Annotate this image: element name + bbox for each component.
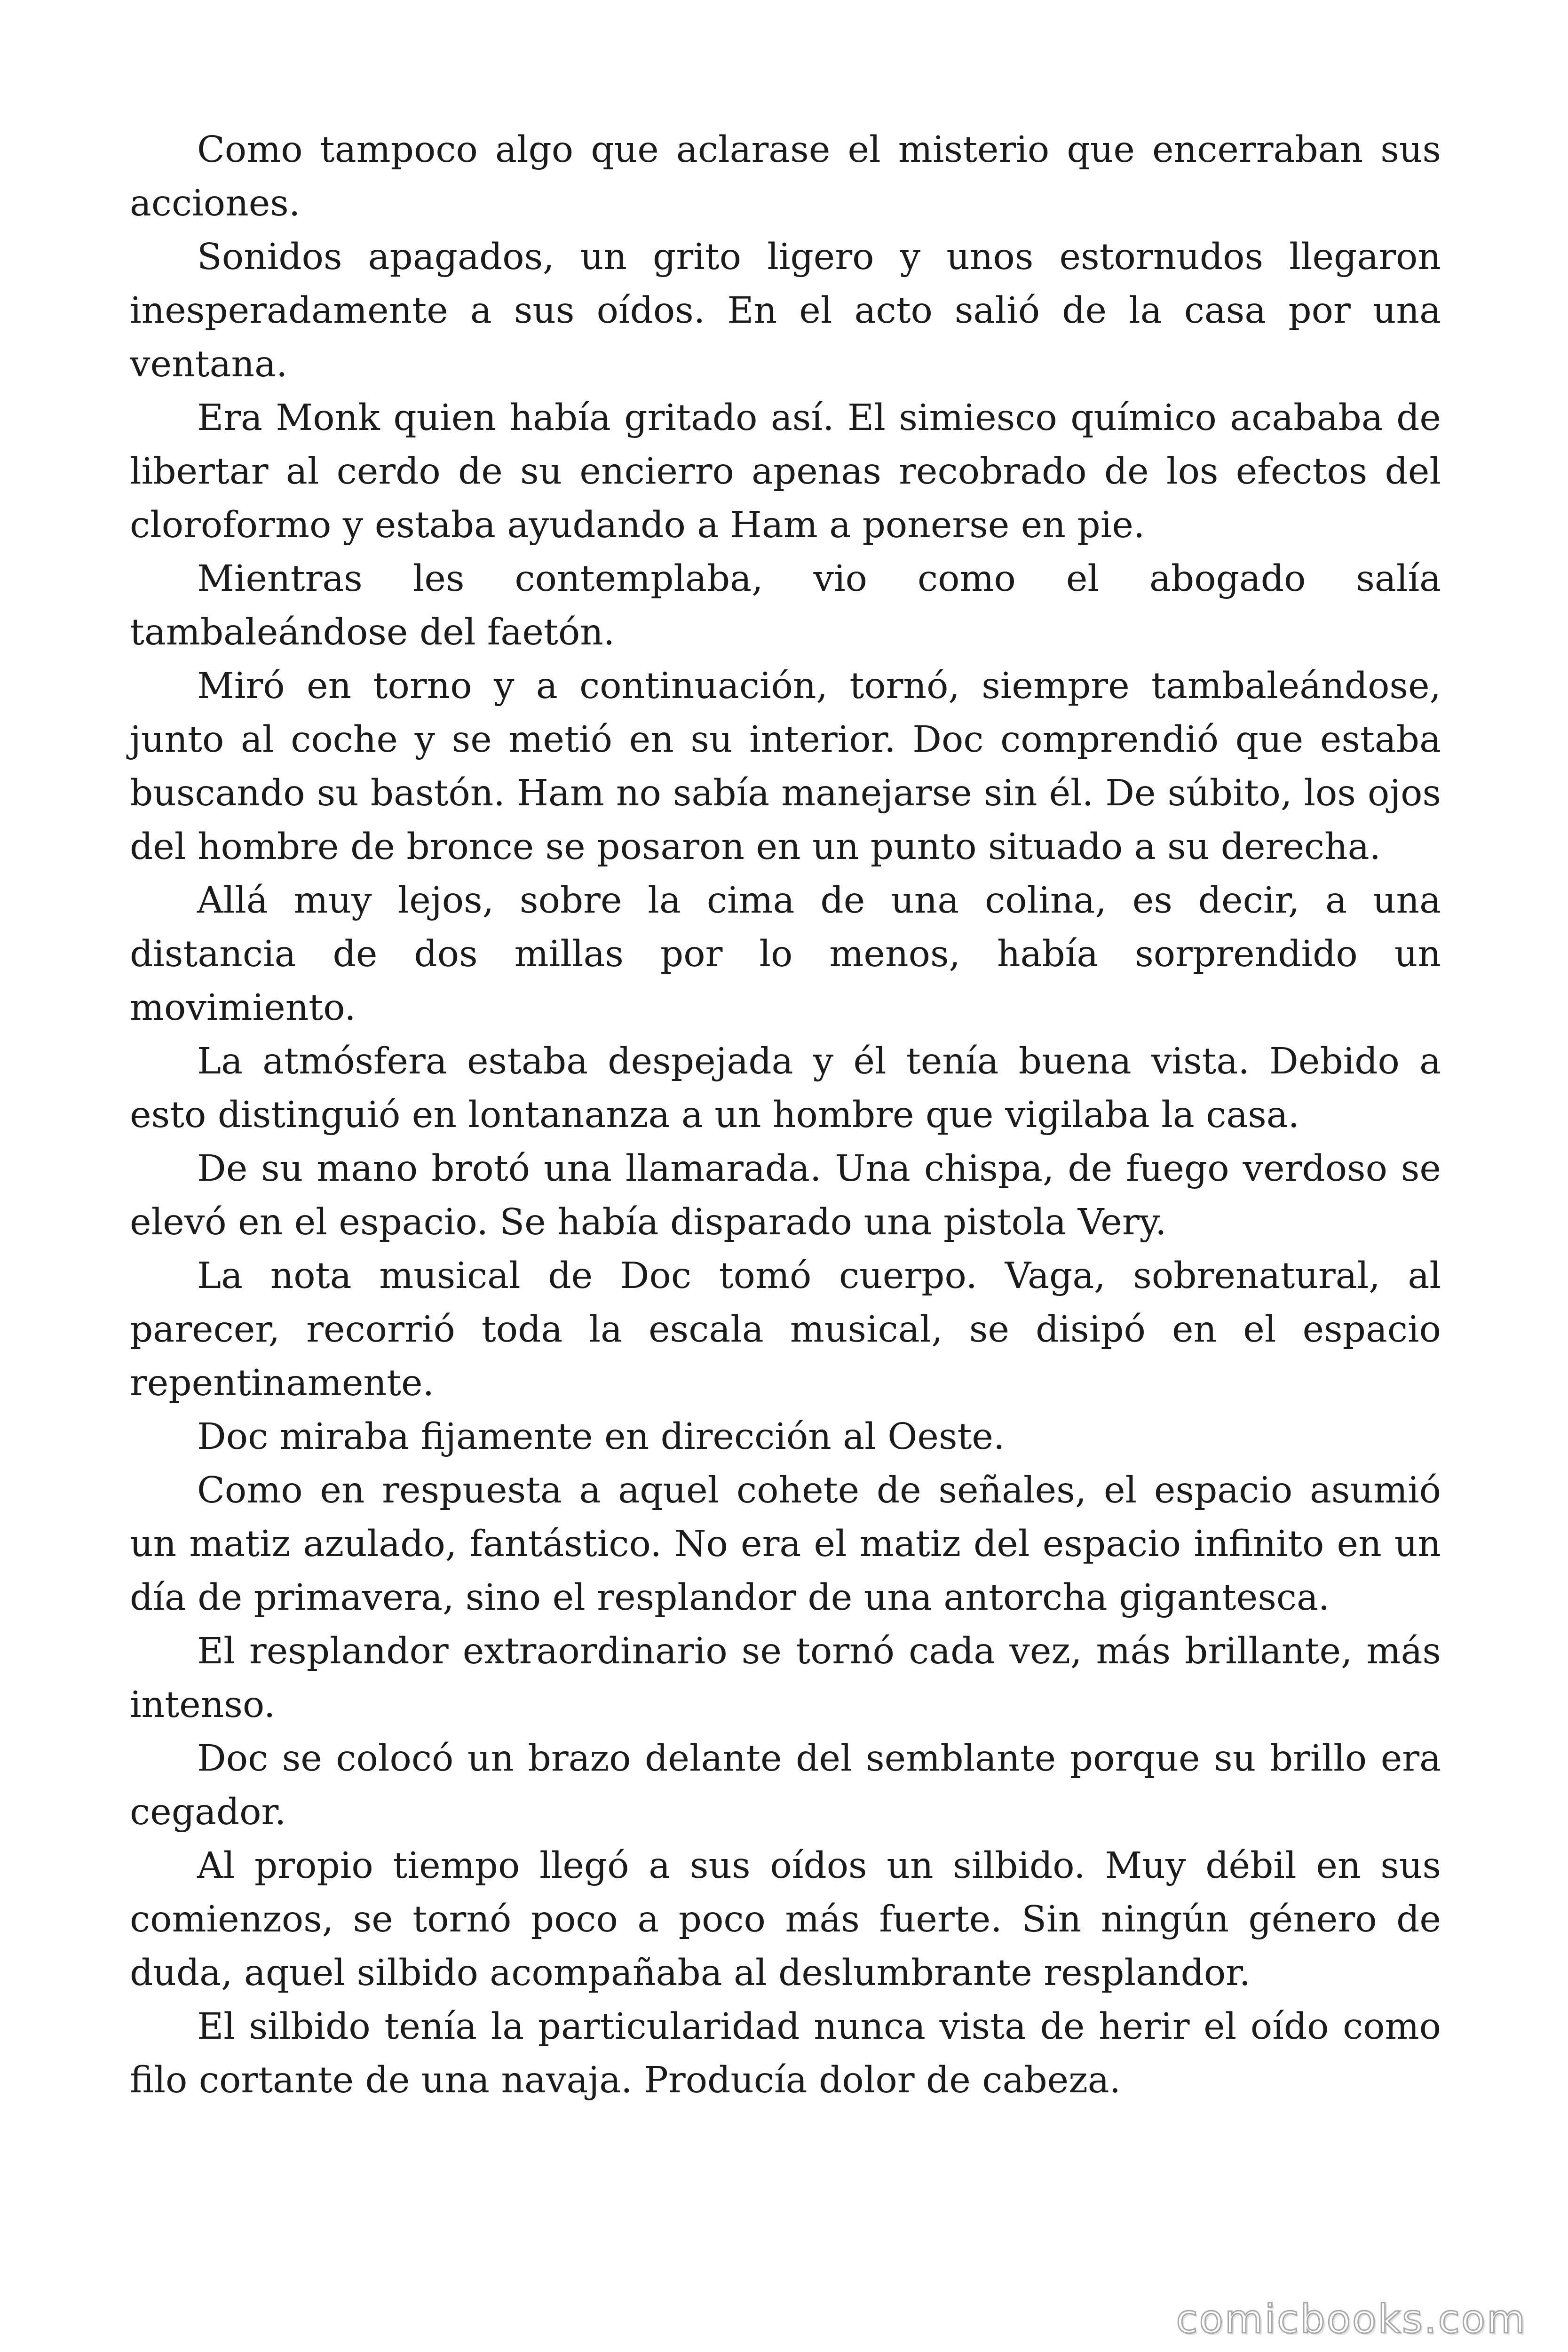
- paragraph: De su mano brotó una llamarada. Una chispa, de fuego verdoso se elevó en el espacio. Se había disparado una pistola Very.: [130, 1148, 1441, 1243]
- paragraph: La atmósfera estaba despejada y él tenía buena vista. Debido a esto distinguió en lontananza a un hombre que vigilaba la casa.: [130, 1041, 1441, 1136]
- paragraph: Como tampoco algo que aclarase el misterio que encerraban sus acciones.: [130, 129, 1441, 224]
- paragraph: La nota musical de Doc tomó cuerpo. Vaga, sobrenatural, al parecer, recorrió toda la escala musical, se disipó en el espacio repentinamente.: [130, 1255, 1441, 1404]
- paragraph: Doc miraba fijamente en dirección al Oeste.: [197, 1416, 1005, 1458]
- page-text: [130, 123, 1441, 2107]
- paragraph: Al propio tiempo llegó a sus oídos un silbido. Muy débil en sus comienzos, se tornó poco a poco más fuerte. Sin ningún género de duda, aquel silbido acompañaba al deslumbrante resplandor.: [130, 1845, 1441, 1994]
- paragraph: Doc se colocó un brazo delante del semblante porque su brillo era cegador.: [130, 1738, 1441, 1833]
- paragraph: Sonidos apagados, un grito ligero y unos estornudos llegaron inesperadamente a sus oídos. En el acto salió de la casa por una ventana.: [130, 236, 1441, 385]
- paragraph: El silbido tenía la particularidad nunca vista de herir el oído como filo cortante de una navaja. Producía dolor de cabeza.: [130, 2006, 1441, 2101]
- paragraph: Era Monk quien había gritado así. El simiesco químico acababa de libertar al cerdo de su encierro apenas recobrado de los efectos del cloroformo y estaba ayudando a Ham a ponerse en pie.: [130, 397, 1441, 546]
- paragraph: El resplandor extraordinario se tornó cada vez, más brillante, más intenso.: [130, 1630, 1441, 1726]
- paragraph: Mientras les contemplaba, vio como el abogado salía tambaleándose del faetón.: [130, 558, 1441, 653]
- paragraph: Allá muy lejos, sobre la cima de una colina, es decir, a una distancia de dos millas por lo menos, había sorprendido un movimiento.: [130, 880, 1441, 1029]
- watermark: comicbooks.com: [1176, 2296, 1527, 2342]
- paragraph: Miró en torno y a continuación, tornó, siempre tambaleándose, junto al coche y se metió en su interior. Doc comprendió que estaba buscando su bastón. Ham no sabía manejarse sin él. De súbito, los ojos del hombre de bronce se posaron en un punto situado a su derecha.: [130, 665, 1441, 868]
- paragraph: Como en respuesta a aquel cohete de señales, el espacio asumió un matiz azulado, fantástico. No era el matiz del espacio infinito en un día de primavera, sino el resplandor de una antorcha gigantesca.: [130, 1470, 1441, 1619]
